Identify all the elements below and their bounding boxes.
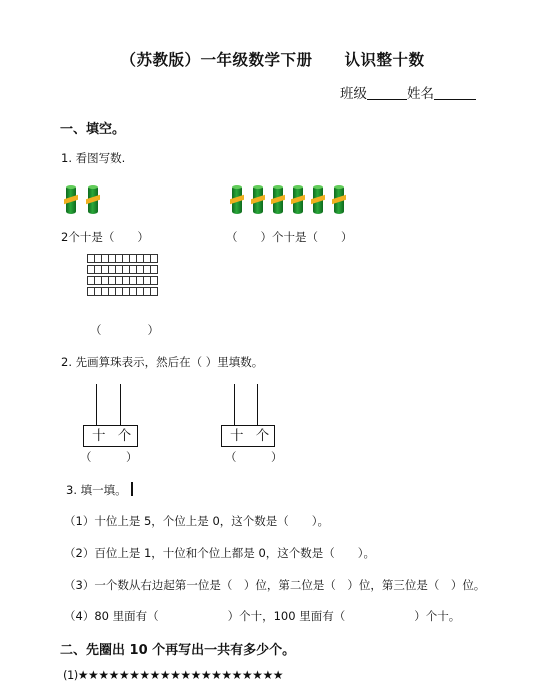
class-label: 班级 (340, 86, 367, 102)
stick-bundle-icon (334, 185, 346, 215)
q2-text: 2. 先画算珠表示，然后在（ ）里填数。 (61, 355, 264, 369)
stick-bundle-icon (88, 185, 100, 215)
abacus-left-answer: （ ） (80, 450, 138, 464)
item-label: (1) (63, 668, 78, 682)
q3-item-4: （4）80 里面有（ ）个十，100 里面有（ ）个十。 (64, 609, 461, 623)
stick-bundle-icon (273, 185, 285, 215)
stick-bundle-icon (232, 185, 244, 215)
q1-answer-right: （ ）个十是（ ） (226, 230, 353, 244)
abacus-label: 十 个 (83, 425, 138, 447)
abacus-label: 十 个 (221, 425, 275, 447)
class-name-line (340, 82, 476, 102)
grid-row (87, 276, 157, 285)
section2-item-1 (63, 668, 283, 682)
q3-item-3: （3）一个数从右边起第一位是（ ）位，第二位是（ ）位，第三位是（ ）位。 (64, 578, 486, 592)
name-blank[interactable] (434, 86, 476, 100)
q3-item-1: （1）十位上是 5，个位上是 0，这个数是（ ）。 (64, 514, 330, 528)
ten-grid (87, 254, 157, 298)
grid-row (87, 287, 157, 296)
class-blank[interactable] (367, 86, 407, 100)
q3-item-2: （2）百位上是 1，十位和个位上都是 0，这个数是（ ）。 (64, 546, 376, 560)
q1-text: 1. 看图写数. (61, 151, 126, 165)
name-label: 姓名 (407, 86, 434, 102)
q1-grid-answer: （ ） (90, 323, 159, 337)
section1-heading: 一、填空。 (60, 122, 126, 137)
stick-bundle-icon (66, 185, 78, 215)
star-row: ★★★★★★★★★★★★★★★★★★★★ (77, 668, 283, 682)
q1-answer-left: 2个十是（ ） (61, 230, 149, 244)
text-cursor (131, 482, 133, 496)
q3-line (66, 482, 133, 498)
stick-bundle-icon (313, 185, 325, 215)
stick-bundle-icon (253, 185, 265, 215)
stick-bundle-icon (293, 185, 305, 215)
page-title: （苏教版）一年级数学下册 认识整十数 (120, 51, 425, 69)
grid-row (87, 254, 157, 263)
section2-heading: 二、先圈出 10 个再写出一共有多少个。 (60, 643, 296, 658)
grid-row (87, 265, 157, 274)
abacus-right-answer: （ ） (225, 450, 283, 464)
q3-text: 3. 填一填。 (66, 483, 127, 497)
